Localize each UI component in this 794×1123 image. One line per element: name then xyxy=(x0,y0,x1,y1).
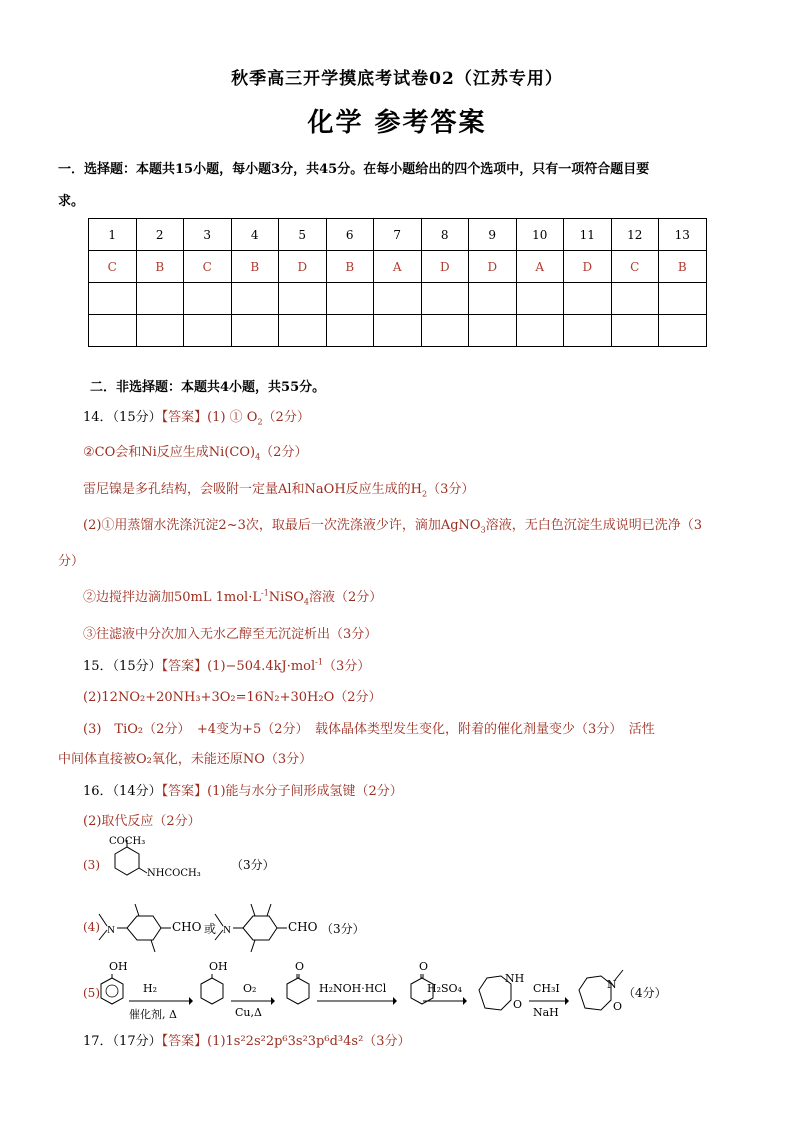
section2-heading: 二．非选择题：本题共4小题，共55分。 xyxy=(90,380,326,395)
page-title: 秋季高三开学摸底考试卷02（江苏专用） xyxy=(231,69,563,89)
q16-structure-3: (3) COCH₃ NHCOCH₃ （3分） xyxy=(83,834,383,894)
table-cell: 7 xyxy=(374,219,422,251)
table-cell: D xyxy=(421,251,469,283)
q15-line1: 15．（15分）【答案】(1)−504.4kJ·mol$^{-1}$（3分） xyxy=(83,657,371,674)
q17-line1: 17．（17分）【答案】(1)1s²2s²2p⁶3s²3p⁶d³4s²（3分） xyxy=(83,1034,411,1049)
table-cell: 9 xyxy=(469,219,517,251)
table-row-empty xyxy=(89,283,707,315)
q14-line6: ③往滤液中分次加入无水乙醇至无沉淀析出（3分） xyxy=(83,627,378,642)
q16-line1: 16．（14分）【答案】(1)能与水分子间形成氢键（2分） xyxy=(83,784,403,799)
table-cell: B xyxy=(326,251,374,283)
table-cell: 12 xyxy=(611,219,659,251)
reaction-arrow-icon xyxy=(317,996,397,1006)
svg-text:N: N xyxy=(223,924,231,936)
table-cell: 8 xyxy=(421,219,469,251)
q14-line4-cont: 分） xyxy=(58,554,85,569)
table-cell: A xyxy=(374,251,422,283)
table-row-empty xyxy=(89,315,707,347)
q14-line5: ②边搅拌边滴加50mL $1mol\cdot L^{-1}NiSO_4$溶液（2分） xyxy=(83,588,383,607)
table-cell: C xyxy=(184,251,232,283)
q14-line4: (2)①用蒸馏水洗涤沉淀2~3次，取最后一次洗涤液少许，滴加AgNO$_3$溶液，无白色沉淀生成说明已洗净（3 xyxy=(83,518,702,535)
answer-table xyxy=(88,218,707,347)
table-cell: 11 xyxy=(564,219,612,251)
q14-line3: 雷尼镍是多孔结构，会吸附一定量Al和NaOH反应生成的$H_2(3$分） xyxy=(83,482,475,499)
table-cell: 13 xyxy=(659,219,707,251)
table-cell: A xyxy=(516,251,564,283)
reaction-arrow-icon xyxy=(529,996,569,1006)
q14-line1: 14．（15分）【答案】(1) ① $O_2(2$分） xyxy=(83,410,310,427)
table-cell: 4 xyxy=(231,219,279,251)
table-row-numbers xyxy=(89,219,707,251)
q16-line2: (2)取代反应（2分） xyxy=(83,814,201,829)
q15-line3: (3) TiO₂（2分） +4变为+5（2分） 载体晶体类型发生变化，附着的催化剂量变少（3分） 活性 xyxy=(83,722,655,737)
reaction-arrow-icon xyxy=(129,996,193,1006)
table-cell: 1 xyxy=(89,219,137,251)
section1-intro: 一．选择题：本题共15小题，每小题3分，共45分。在每小题给出的四个选项中，只有一项符合题目要 求。 xyxy=(58,162,650,209)
q15-line2: (2)12NO₂+20NH₃+3O₂=16N₂+30H₂O（2分） xyxy=(83,690,382,705)
reaction-arrow-icon xyxy=(423,996,467,1006)
cyclohexanone-ring-icon xyxy=(283,974,313,1014)
reaction-arrow-icon xyxy=(231,996,275,1006)
svg-text:N: N xyxy=(107,924,115,936)
q14-line2: ②CO会和Ni反应生成$Ni(CO)_4(2$分） xyxy=(83,445,308,462)
page-subtitle: 化学 参考答案 xyxy=(307,108,487,138)
table-cell: C xyxy=(611,251,659,283)
table-cell: 10 xyxy=(516,219,564,251)
q16-structure-4: (4) N CHO 或 N CHO （3分） xyxy=(83,896,403,960)
table-cell: 6 xyxy=(326,219,374,251)
table-cell: 3 xyxy=(184,219,232,251)
table-cell: C xyxy=(89,251,137,283)
table-cell: D xyxy=(564,251,612,283)
table-cell: 5 xyxy=(279,219,327,251)
table-cell: B xyxy=(659,251,707,283)
table-cell: 2 xyxy=(136,219,184,251)
table-cell: D xyxy=(469,251,517,283)
q16-synthesis-route: (5) OH H₂ 催化剂, Δ OH O₂ Cu,Δ O H₂NOH·HCl O H₂SO₄ NH O CH₃I NaH N O （4分） xyxy=(83,960,667,1021)
phenol-ring-icon xyxy=(97,974,127,1014)
table-cell: B xyxy=(231,251,279,283)
table-cell: D xyxy=(279,251,327,283)
cyclohexanol-ring-icon xyxy=(197,974,227,1014)
table-row-answers xyxy=(89,251,707,283)
q15-line3-cont: 中间体直接被O₂氧化，未能还原NO（3分） xyxy=(58,752,313,767)
table-cell: B xyxy=(136,251,184,283)
